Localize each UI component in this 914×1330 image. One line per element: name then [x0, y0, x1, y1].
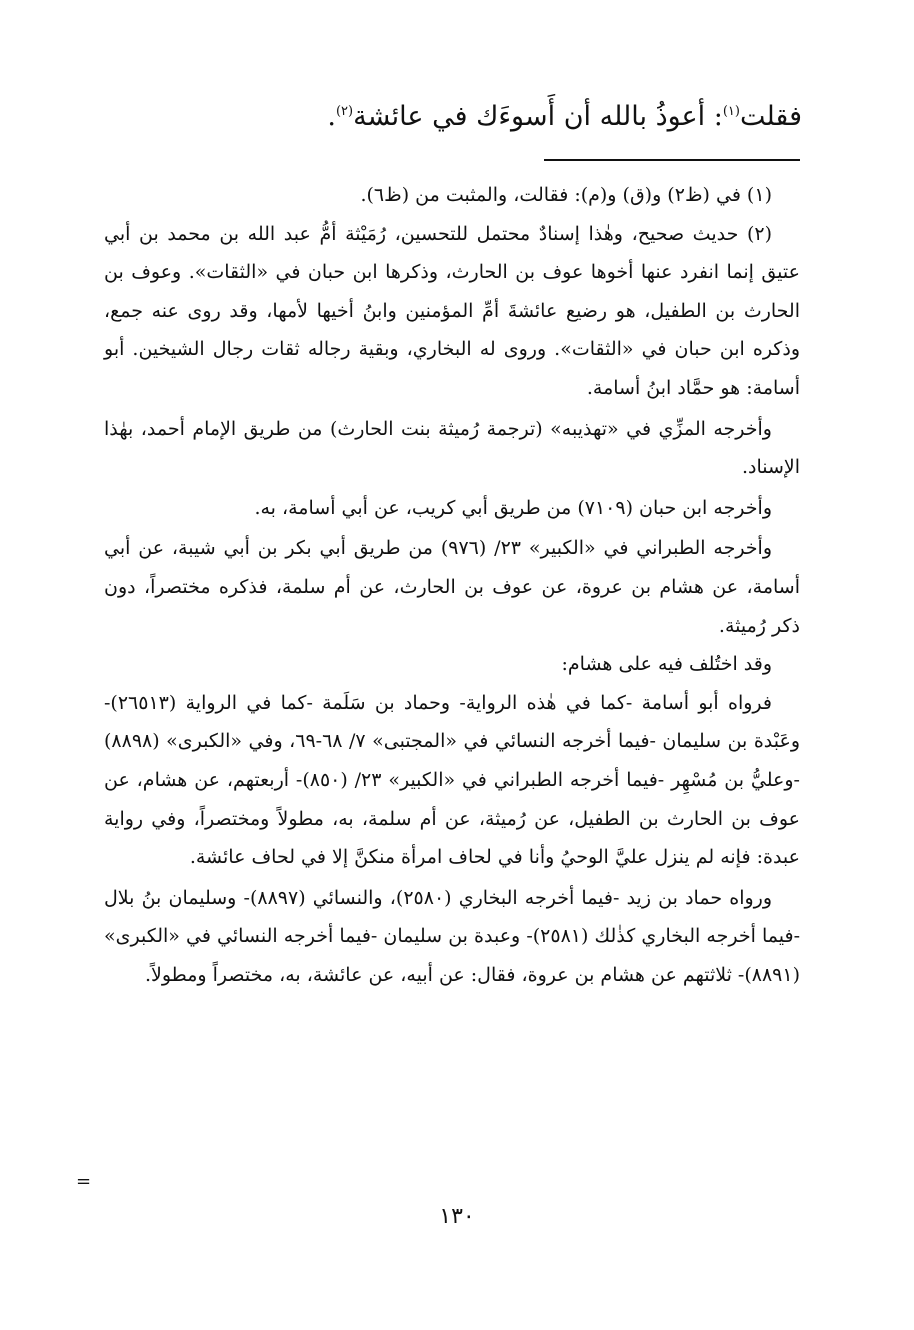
- main-text-line: [102, 92, 802, 142]
- footnote-2: (٢) حديث صحيح، وهٰذا إسنادٌ محتمل للتحسين، رُمَيْثة أمُّ عبد الله بن محمد بن أبي عتيق إنما انفرد عنها أخوها عوف بن الحارث، وذكرها ابن حبان في «الثقات». وعوف بن الحارث بن الطفيل، هو رضيع عائشةَ أمِّ المؤمنين وابنُ أخيها لأمها، وقد روى عنه جمع، وذكره ابن حبان في «الثقات». وروى له البخاري، وبقية رجاله ثقات رجال الشيخين. أبو أسامة: هو حمَّاد ابنُ أسامة.: [104, 222, 800, 399]
- main-text-middle: : أعوذُ بالله أن أَسوءَك في عائشة: [353, 101, 723, 132]
- footnote-paragraph-ikhtilaf: وقد اختُلف فيه على هشام:: [561, 653, 772, 676]
- footnote-paragraph-ibn-hibban: وأخرجه ابن حبان (٧١٠٩) من طريق أبي كريب، عن أبي أسامة، به.: [254, 496, 772, 519]
- footnote-ref-2: (٢): [335, 104, 354, 119]
- main-text-end: .: [327, 101, 336, 132]
- footnote-paragraph-mizzi: وأخرجه المزِّي في «تهذيبه» (ترجمة رُميثة بنت الحارث) من طريق الإمام أحمد، بهٰذا الإسناد.: [104, 417, 800, 479]
- footnote-separator: [544, 159, 800, 161]
- footnote-ref-1: (١): [722, 104, 740, 119]
- footnote-paragraph-tabarani: وأخرجه الطبراني في «الكبير» ٢٣/ (٩٧٦) من طريق أبي بكر بن أبي شيبة، عن أبي أسامة، عن هشام بن عروة، عن عوف بن الحارث، عن أم سلمة، فذكره مختصراً، دون ذكر رُميثة.: [104, 537, 800, 637]
- footnote-1: (١) في (ظ٢) و(ق) و(م): فقالت، والمثبت من (ظ٦).: [360, 184, 772, 206]
- main-text-start: فقلت: [739, 101, 802, 132]
- footnote-paragraph-hammad: ورواه حماد بن زيد -فيما أخرجه البخاري (٢٥٨٠)، والنسائي (٨٨٩٧)- وسليمان بنُ بلال -فيما أخرجه البخاري كذٰلك (٢٥٨١)- وعبدة بن سليمان -فيما أخرجه النسائي في «الكبرى» (٨٨٩١)- ثلاثتهم عن هشام بن عروة، فقال: عن أبيه، عن عائشة، به، مختصراً ومطولاً.: [104, 886, 800, 986]
- page-number: ١٣٠: [439, 1204, 475, 1229]
- footnotes-section: [104, 176, 800, 994]
- footnote-paragraph-abu-usama: فرواه أبو أسامة -كما في هٰذه الرواية- وحماد بن سَلَمة -كما في الرواية (٢٦٥١٣)- وعَبْدة بن سليمان -فيما أخرجه النسائي في «المجتبى» ٧/ ٦٨-٦٩، وفي «الكبرى» (٨٨٩٨) -وعليُّ بن مُسْهِر -فيما أخرجه الطبراني في «الكبير» ٢٣/ (٨٥٠)- أربعتهم، عن هشام، عن عوف بن الحارث بن الطفيل، عن رُميثة، عن أم سلمة، به، مطولاً ومختصراً، وفي رواية عبدة: فإنه لم ينزل عليَّ الوحيُ وأنا في لحاف امرأة منكنَّ إلا في لحاف عائشة.: [104, 691, 800, 869]
- continuation-mark: =: [76, 1171, 92, 1192]
